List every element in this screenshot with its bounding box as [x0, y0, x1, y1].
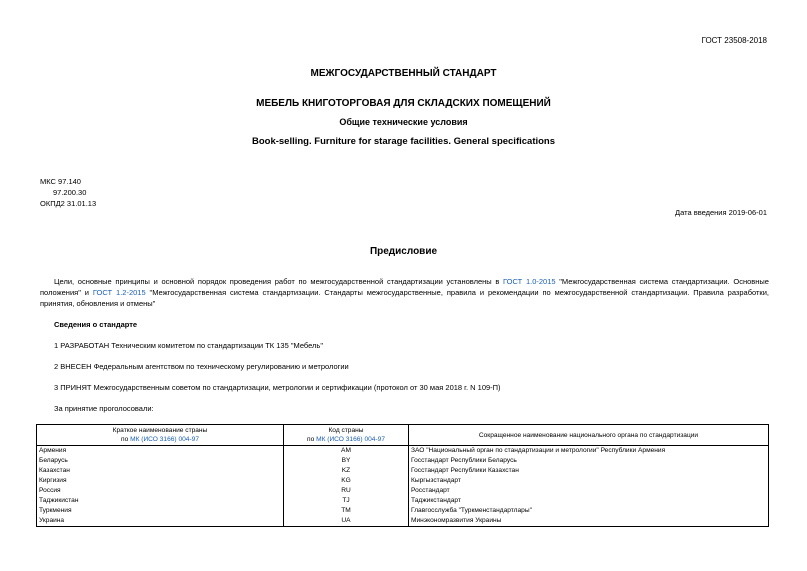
body-cell: ЗАО "Национальный орган по стандартизации и метрологии" Республики Армения	[409, 446, 769, 457]
code-cell: AM	[284, 446, 409, 457]
body-cell: Таджикстандарт	[409, 496, 769, 506]
code-cell: BY	[284, 456, 409, 466]
mk-iso-3166-link[interactable]: МК (ИСО 3166) 004-97	[316, 436, 385, 443]
header-country-code: Код страны по МК (ИСО 3166) 004-97	[284, 425, 409, 446]
code-cell: TM	[284, 506, 409, 516]
info-item-developed: 1 РАЗРАБОТАН Техническим комитетом по стандартизации ТК 135 "Мебель"	[54, 341, 323, 350]
table-row	[37, 446, 769, 457]
code-cell: KZ	[284, 466, 409, 476]
code-cell: KG	[284, 476, 409, 486]
table-row	[37, 476, 769, 486]
info-item-adopted: 3 ПРИНЯТ Межгосударственным советом по стандартизации, метрологии и сертификации (протокол от 30 мая 2018 г. N 109-П)	[54, 383, 501, 392]
country-cell: Казахстан	[37, 466, 284, 476]
header-national-body: Сокращенное наименование национального органа по стандартизации	[409, 425, 769, 446]
info-item-submitted: 2 ВНЕСЕН Федеральным агентством по техническому регулированию и метрологии	[54, 362, 349, 371]
mks-code: МКС 97.140	[40, 177, 81, 186]
code-cell: UA	[284, 516, 409, 527]
table-row	[37, 456, 769, 466]
standard-type: МЕЖГОСУДАРСТВЕННЫЙ СТАНДАРТ	[310, 68, 497, 79]
gost-1-2-link[interactable]: ГОСТ 1.2-2015	[92, 288, 146, 297]
country-cell: Украина	[37, 516, 284, 527]
code-cell: RU	[284, 486, 409, 496]
country-cell: Россия	[37, 486, 284, 496]
classification-codes	[40, 176, 96, 209]
body-cell: Госстандарт Республики Казахстан	[409, 466, 769, 476]
document-title-english: Book-selling. Furniture for starage facilities. General specifications	[251, 136, 556, 147]
country-cell: Беларусь	[37, 456, 284, 466]
preface-heading: Предисловие	[369, 246, 438, 257]
table-row	[37, 466, 769, 476]
table-row	[37, 506, 769, 516]
voting-countries-table	[36, 424, 769, 527]
code-cell: TJ	[284, 496, 409, 506]
preface-text-1: Цели, основные принципы и основной порядок проведения работ по межгосударственной стандартизации установлены в	[54, 277, 504, 286]
country-cell: Армения	[37, 446, 284, 457]
country-cell: Таджикистан	[37, 496, 284, 506]
body-cell: Минэкономразвития Украины	[409, 516, 769, 527]
preface-text-2: "Межгосударственная система стандартизации. Основные положения" и	[40, 277, 769, 297]
document-id: ГОСТ 23508-2018	[701, 36, 767, 45]
body-cell: Росстандарт	[409, 486, 769, 496]
document-title: МЕБЕЛЬ КНИГОТОРГОВАЯ ДЛЯ СКЛАДСКИХ ПОМЕЩЕНИЙ	[256, 98, 551, 109]
introduction-date: Дата введения 2019-06-01	[675, 208, 767, 217]
country-cell: Туркмения	[37, 506, 284, 516]
mks-code-secondary: 97.200.30	[53, 188, 87, 197]
gost-1-0-link[interactable]: ГОСТ 1.0-2015	[503, 277, 556, 286]
table-row	[37, 516, 769, 527]
vote-label: За принятие проголосовали:	[54, 404, 154, 413]
country-cell: Киргизия	[37, 476, 284, 486]
table-row	[37, 486, 769, 496]
okpd-code: ОКПД2 31.01.13	[40, 199, 97, 208]
document-subtitle: Общие технические условия	[339, 117, 468, 127]
standard-info-heading: Сведения о стандарте	[54, 320, 138, 329]
body-cell: Кыргызстандарт	[409, 476, 769, 486]
body-cell: Главгосслужба "Туркменстандартлары"	[409, 506, 769, 516]
body-cell: Госстандарт Республики Беларусь	[409, 456, 769, 466]
table-header-row	[37, 425, 769, 446]
mk-iso-3166-link[interactable]: МК (ИСО 3166) 004-97	[130, 436, 199, 443]
preface-text-3: "Межгосударственная система стандартизации. Стандарты межгосударственные, правила и рекомендации по межгосударственной стандартизации. Правила разработки, принятия, обновления и отмены"	[40, 288, 769, 308]
preface-paragraph	[40, 276, 769, 309]
table-row	[37, 496, 769, 506]
header-country-name: Краткое наименование страны по МК (ИСО 3166) 004-97	[37, 425, 284, 446]
